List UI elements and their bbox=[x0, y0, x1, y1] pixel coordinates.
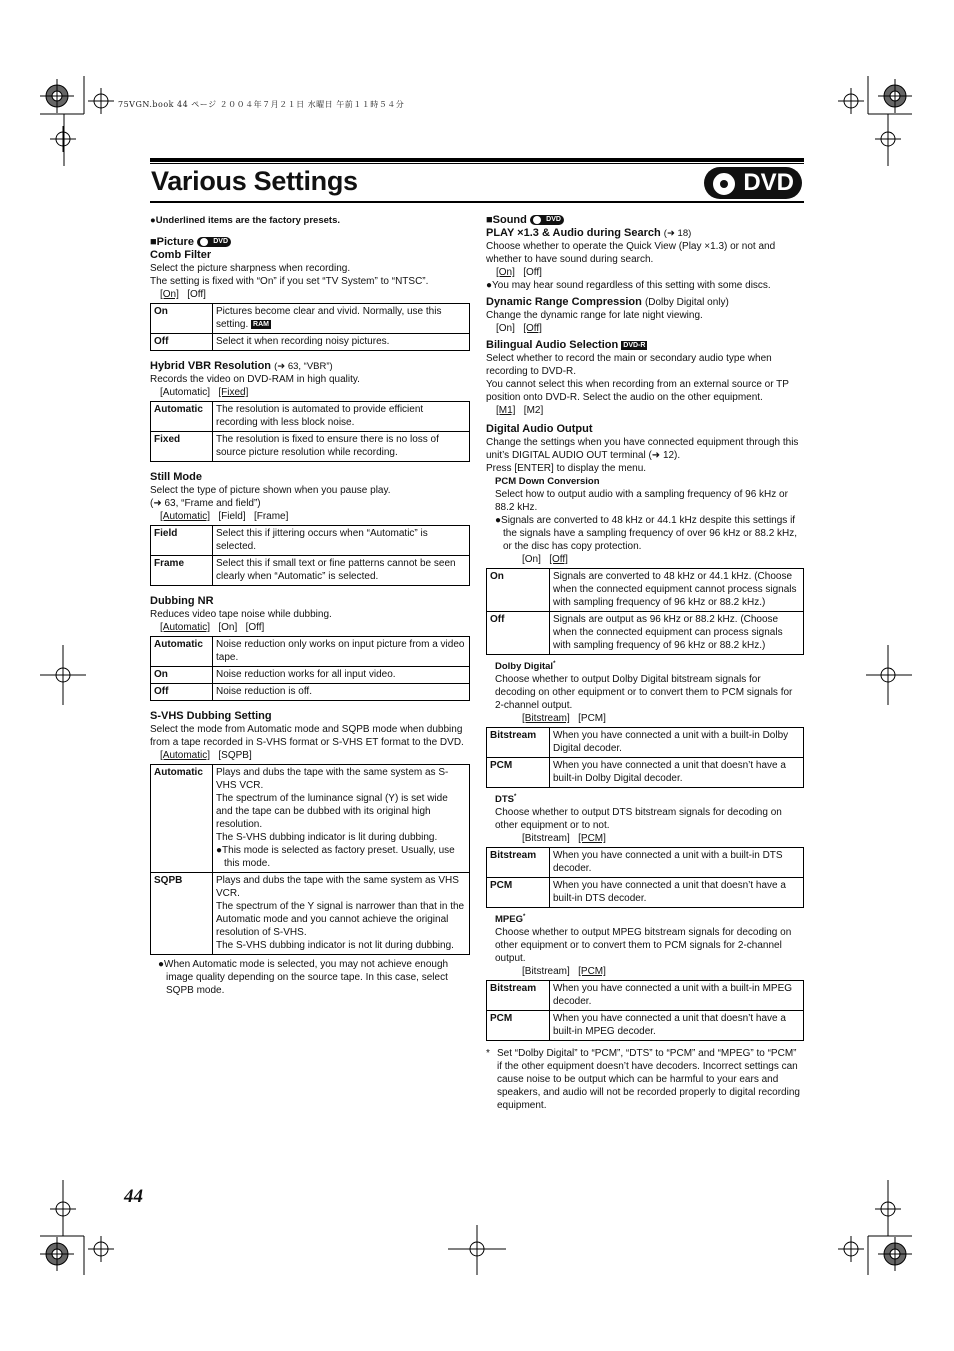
hybrid-vbr-desc: Records the video on DVD-RAM in high quality. bbox=[150, 374, 360, 385]
option-on: [On] bbox=[160, 289, 179, 300]
play13-section bbox=[486, 227, 804, 240]
table-key: SQPB bbox=[151, 873, 213, 955]
mpeg-block bbox=[495, 911, 804, 978]
pcm-down-note: ●Signals are converted to 48 kHz or 44.1 kHz despite this settings if the signals have a sampling frequency of over 96 kHz or 88.2 kHz, or the disc has copy protection. bbox=[495, 515, 798, 552]
dolby-block bbox=[495, 658, 804, 725]
table-key: PCM bbox=[487, 758, 550, 788]
option-field: [Field] bbox=[218, 511, 246, 522]
option-bitstream: [Bitstream] bbox=[522, 966, 570, 978]
table-value: Noise reduction only works on input picture from a video tape. bbox=[213, 637, 470, 667]
play13-options bbox=[496, 266, 804, 279]
dts-heading: DTS bbox=[495, 794, 514, 806]
table-value: When you have connected a unit that doesn’t have a built-in Dolby Digital decoder. bbox=[550, 758, 804, 788]
dts-table bbox=[486, 847, 804, 908]
bilingual-options bbox=[496, 404, 804, 417]
table-row bbox=[151, 637, 470, 667]
pcm-down-heading: PCM Down Conversion bbox=[495, 476, 600, 487]
dolby-table bbox=[486, 727, 804, 788]
digital-out-desc: Press [ENTER] to display the menu. bbox=[486, 463, 647, 474]
svhs-options bbox=[160, 749, 470, 762]
table-key: Off bbox=[151, 684, 213, 701]
bilingual-heading: Bilingual Audio Selection bbox=[486, 339, 619, 351]
table-row bbox=[487, 758, 804, 788]
sound-section bbox=[486, 214, 804, 227]
table-row bbox=[487, 981, 804, 1011]
dubbing-nr-desc: Reduces video tape noise while dubbing. bbox=[150, 609, 332, 620]
table-key: Off bbox=[151, 334, 213, 351]
title-rule bbox=[150, 158, 804, 162]
pcm-down-options bbox=[522, 553, 804, 566]
table-row bbox=[151, 526, 470, 556]
option-off: [Off] bbox=[245, 622, 265, 633]
table-value: Select it when recording noisy pictures. bbox=[213, 334, 470, 351]
option-m1: [M1] bbox=[496, 405, 516, 416]
option-bitstream: [Bitstream] bbox=[522, 833, 570, 845]
bilingual-desc: Select whether to record the main or secondary audio type when recording to DVD-R. bbox=[486, 353, 772, 377]
table-value: When you have connected a unit with a built-in Dolby Digital decoder. bbox=[550, 728, 804, 758]
page-title: Various Settings bbox=[151, 166, 358, 196]
table-row bbox=[151, 667, 470, 684]
table-row bbox=[487, 848, 804, 878]
option-m2: [M2] bbox=[523, 405, 544, 416]
table-key: Automatic bbox=[151, 402, 213, 432]
table-value: Signals are output as 96 kHz or 88.2 kHz. (Choose when the connected equipment can process signals with sampling frequency of 96 kHz or 88.2 kHz.) bbox=[550, 612, 804, 655]
svhs-sqpb-text: Plays and dubs the tape with the same system as VHS VCR. bbox=[216, 875, 459, 899]
table-row bbox=[151, 304, 470, 334]
table-key: PCM bbox=[487, 878, 550, 908]
option-automatic: [Automatic] bbox=[160, 387, 211, 398]
hybrid-vbr-ref: (➜ 63, “VBR”) bbox=[274, 361, 333, 372]
pcm-down-block bbox=[495, 475, 804, 566]
dubbing-nr-table bbox=[150, 636, 470, 701]
option-on: [On] bbox=[522, 554, 541, 565]
picture-section bbox=[150, 236, 470, 249]
option-sqpb: [SQPB] bbox=[218, 750, 252, 761]
play13-note: ●You may hear sound regardless of this setting with some discs. bbox=[486, 280, 771, 291]
table-row bbox=[487, 878, 804, 908]
dolby-options bbox=[522, 712, 804, 725]
dvd-mark-icon: DVD bbox=[530, 215, 564, 225]
svhs-sqpb-text: The S-VHS dubbing indicator is not lit during dubbing. bbox=[216, 940, 454, 951]
table-value: Select this if small text or fine patterns cannot be seen clearly when “Automatic” is selected. bbox=[213, 556, 470, 586]
table-key: Automatic bbox=[151, 637, 213, 667]
footnote-mark: * bbox=[522, 914, 526, 921]
svhs-sqpb-text: The spectrum of the Y signal is narrower than that in the Automatic mode and you cannot achieve the original resolution of S-VHS. bbox=[216, 901, 465, 938]
bilingual-desc: You cannot select this when recording from an external source or TP position onto DVD-R. Select the audio on the other equipment. bbox=[486, 379, 789, 403]
table-value: The resolution is fixed to ensure there is no loss of source picture resolution while recording. bbox=[213, 432, 470, 462]
dts-heading-line bbox=[495, 791, 804, 806]
comb-filter-heading: Comb Filter bbox=[150, 249, 212, 261]
title-rule-thin bbox=[150, 163, 804, 164]
table-key: Bitstream bbox=[487, 728, 550, 758]
pcm-down-table bbox=[486, 568, 804, 655]
table-key: Bitstream bbox=[487, 848, 550, 878]
table-value: Select this if jittering occurs when “Automatic” is selected. bbox=[213, 526, 470, 556]
dvd-badge-icon bbox=[704, 167, 802, 199]
mpeg-desc: Choose whether to output MPEG bitstream signals for decoding on other equipment or to convert them to PCM signals for 2-channel output. bbox=[495, 927, 792, 965]
dts-desc: Choose whether to output DTS bitstream signals for decoding on other equipment or to not. bbox=[495, 807, 782, 832]
digital-out-desc: Change the settings when you have connected equipment through this unit’s DIGITAL AUDIO OUT terminal (➜ 12). bbox=[486, 437, 799, 461]
drc-subheading: (Dolby Digital only) bbox=[644, 297, 729, 308]
still-mode-desc: Select the type of picture shown when you pause play. bbox=[150, 485, 391, 496]
mpeg-options bbox=[522, 965, 804, 978]
drc-options bbox=[496, 322, 804, 335]
hybrid-vbr-heading: Hybrid VBR Resolution bbox=[150, 360, 272, 372]
table-row bbox=[487, 569, 804, 612]
still-mode-ref: (➜ 63, “Frame and field”) bbox=[150, 498, 261, 509]
still-mode-table bbox=[150, 525, 470, 586]
table-value: Noise reduction is off. bbox=[213, 684, 470, 701]
table-value bbox=[213, 873, 470, 955]
table-value bbox=[213, 765, 470, 873]
drc-desc: Change the dynamic range for late night viewing. bbox=[486, 310, 703, 321]
mpeg-heading-line bbox=[495, 911, 804, 926]
right-column bbox=[486, 214, 804, 1112]
option-frame: [Frame] bbox=[253, 511, 289, 522]
table-key: Automatic bbox=[151, 765, 213, 873]
dolby-heading-line bbox=[495, 658, 804, 673]
footnote bbox=[486, 1047, 804, 1112]
option-on: [On] bbox=[496, 267, 515, 278]
table-row bbox=[151, 402, 470, 432]
table-key: Field bbox=[151, 526, 213, 556]
dvd-mark-icon: DVD bbox=[197, 237, 231, 247]
option-off: [Off] bbox=[187, 289, 206, 300]
table-row bbox=[151, 765, 470, 873]
sound-heading: ■Sound bbox=[486, 214, 527, 226]
svhs-note: ●When Automatic mode is selected, you may not achieve enough image quality depending on the source tape. In this case, select SQPB mode. bbox=[158, 959, 449, 996]
page-number: 44 bbox=[124, 1186, 143, 1207]
svhs-auto-text: Plays and dubs the tape with the same system as S-VHS VCR. bbox=[216, 767, 449, 791]
table-key: Bitstream bbox=[487, 981, 550, 1011]
dvd-badge-label: DVD bbox=[743, 169, 794, 196]
option-automatic: [Automatic] bbox=[160, 622, 211, 633]
dts-options bbox=[522, 832, 804, 845]
svhs-desc: Select the mode from Automatic mode and SQPB mode when dubbing from a tape recorded in S-VHS format or S-VHS ET format to the DVD. bbox=[150, 724, 464, 748]
picture-heading: ■Picture bbox=[150, 236, 194, 248]
option-pcm: [PCM] bbox=[578, 713, 606, 725]
table-key: On bbox=[487, 569, 550, 612]
hybrid-vbr-options bbox=[160, 386, 470, 399]
table-row bbox=[487, 728, 804, 758]
table-row bbox=[487, 612, 804, 655]
footnote-mark: * bbox=[486, 1048, 490, 1060]
option-off: [Off] bbox=[523, 267, 542, 278]
table-key: On bbox=[151, 304, 213, 334]
option-off: [Off] bbox=[523, 323, 542, 334]
footnote-mark: * bbox=[514, 794, 517, 801]
comb-filter-table bbox=[150, 303, 470, 351]
option-pcm: [PCM] bbox=[578, 966, 606, 978]
table-value: When you have connected a unit that doesn’t have a built-in DTS decoder. bbox=[550, 878, 804, 908]
comb-filter-options bbox=[160, 288, 470, 301]
table-key: Frame bbox=[151, 556, 213, 586]
table-row bbox=[151, 432, 470, 462]
hybrid-vbr-section bbox=[150, 360, 470, 373]
footnote-text: Set “Dolby Digital” to “PCM”, “DTS” to “PCM” and “MPEG” to “PCM” if the other equipment doesn’t have decoders. Incorrect settings can cause noise to be output which can be harmful to your ears and speakers, and audio will not be recorded properly to digital recording equipment. bbox=[497, 1048, 800, 1112]
svhs-auto-note: ●This mode is selected as factory preset. Usually, use this mode. bbox=[216, 845, 455, 869]
table-value: Signals are converted to 48 kHz or 44.1 kHz. (Choose when the connected equipment cannot process signals with sampling frequency of 96 kHz or 88.2 kHz.) bbox=[550, 569, 804, 612]
option-automatic: [Automatic] bbox=[160, 511, 211, 522]
table-value: When you have connected a unit that doesn’t have a built-in MPEG decoder. bbox=[550, 1011, 804, 1041]
play13-ref: (➜ 18) bbox=[663, 228, 692, 239]
table-key: PCM bbox=[487, 1011, 550, 1041]
bilingual-section bbox=[486, 339, 804, 352]
svhs-heading: S-VHS Dubbing Setting bbox=[150, 710, 272, 722]
left-column bbox=[150, 214, 470, 997]
option-pcm: [PCM] bbox=[578, 833, 606, 845]
table-row bbox=[151, 684, 470, 701]
dolby-heading: Dolby Digital bbox=[495, 661, 554, 673]
dvd-r-mark-icon: DVD-R bbox=[623, 341, 646, 349]
print-header-note: 75VGN.book 44 ページ ２００４年７月２１日 水曜日 午前１１時５４分 bbox=[118, 100, 405, 109]
still-mode-heading: Still Mode bbox=[150, 471, 202, 483]
dolby-desc: Choose whether to output Dolby Digital bitstream signals for decoding on other equipment or to convert them to PCM signals for 2-channel output. bbox=[495, 674, 793, 712]
digital-out-heading: Digital Audio Output bbox=[486, 423, 593, 435]
table-key: Fixed bbox=[151, 432, 213, 462]
ram-mark-icon: RAM bbox=[253, 320, 269, 328]
drc-section bbox=[486, 296, 804, 309]
table-value-text: Pictures become clear and vivid. Normally, use this setting. bbox=[216, 306, 442, 330]
still-mode-options bbox=[160, 510, 470, 523]
table-row bbox=[151, 873, 470, 955]
comb-filter-desc: Select the picture sharpness when recording. bbox=[150, 263, 351, 274]
table-value: When you have connected a unit with a built-in MPEG decoder. bbox=[550, 981, 804, 1011]
table-value: When you have connected a unit with a built-in DTS decoder. bbox=[550, 848, 804, 878]
option-bitstream: [Bitstream] bbox=[522, 713, 570, 725]
svhs-auto-text: The S-VHS dubbing indicator is lit during dubbing. bbox=[216, 832, 438, 843]
option-on: [On] bbox=[218, 622, 238, 633]
table-key: On bbox=[151, 667, 213, 684]
option-on: [On] bbox=[496, 323, 515, 334]
title-underline bbox=[150, 201, 804, 203]
dubbing-nr-options bbox=[160, 621, 470, 634]
svhs-table bbox=[150, 764, 470, 955]
svhs-auto-text: The spectrum of the luminance signal (Y) is set wide and the tape can be dubbed with its original high resolution. bbox=[216, 793, 448, 830]
table-row bbox=[487, 1011, 804, 1041]
table-value: Noise reduction works for all input video. bbox=[213, 667, 470, 684]
play13-heading: PLAY ×1.3 & Audio during Search bbox=[486, 227, 661, 239]
option-off: [Off] bbox=[549, 554, 568, 565]
mpeg-heading: MPEG bbox=[495, 914, 523, 926]
hybrid-vbr-table bbox=[150, 401, 470, 462]
footnote-mark: * bbox=[553, 661, 556, 667]
option-automatic: [Automatic] bbox=[160, 750, 211, 761]
dts-block bbox=[495, 791, 804, 845]
table-row bbox=[151, 334, 470, 351]
mpeg-table bbox=[486, 980, 804, 1041]
option-fixed: [Fixed] bbox=[218, 387, 249, 398]
drc-heading: Dynamic Range Compression bbox=[486, 296, 642, 308]
table-key: Off bbox=[487, 612, 550, 655]
play13-desc: Choose whether to operate the Quick View (Play ×1.3) or not and whether to have sound during search. bbox=[486, 241, 776, 265]
pcm-down-desc: Select how to output audio with a sampling frequency of 96 kHz or 88.2 kHz. bbox=[495, 489, 788, 513]
table-row bbox=[151, 556, 470, 586]
dubbing-nr-heading: Dubbing NR bbox=[150, 595, 214, 607]
table-value bbox=[213, 304, 470, 334]
table-value: The resolution is automated to provide efficient recording with less block noise. bbox=[213, 402, 470, 432]
factory-preset-note: ●Underlined items are the factory presets. bbox=[150, 215, 340, 226]
comb-filter-desc: The setting is fixed with “On” if you set “TV System” to “NTSC”. bbox=[150, 276, 429, 287]
